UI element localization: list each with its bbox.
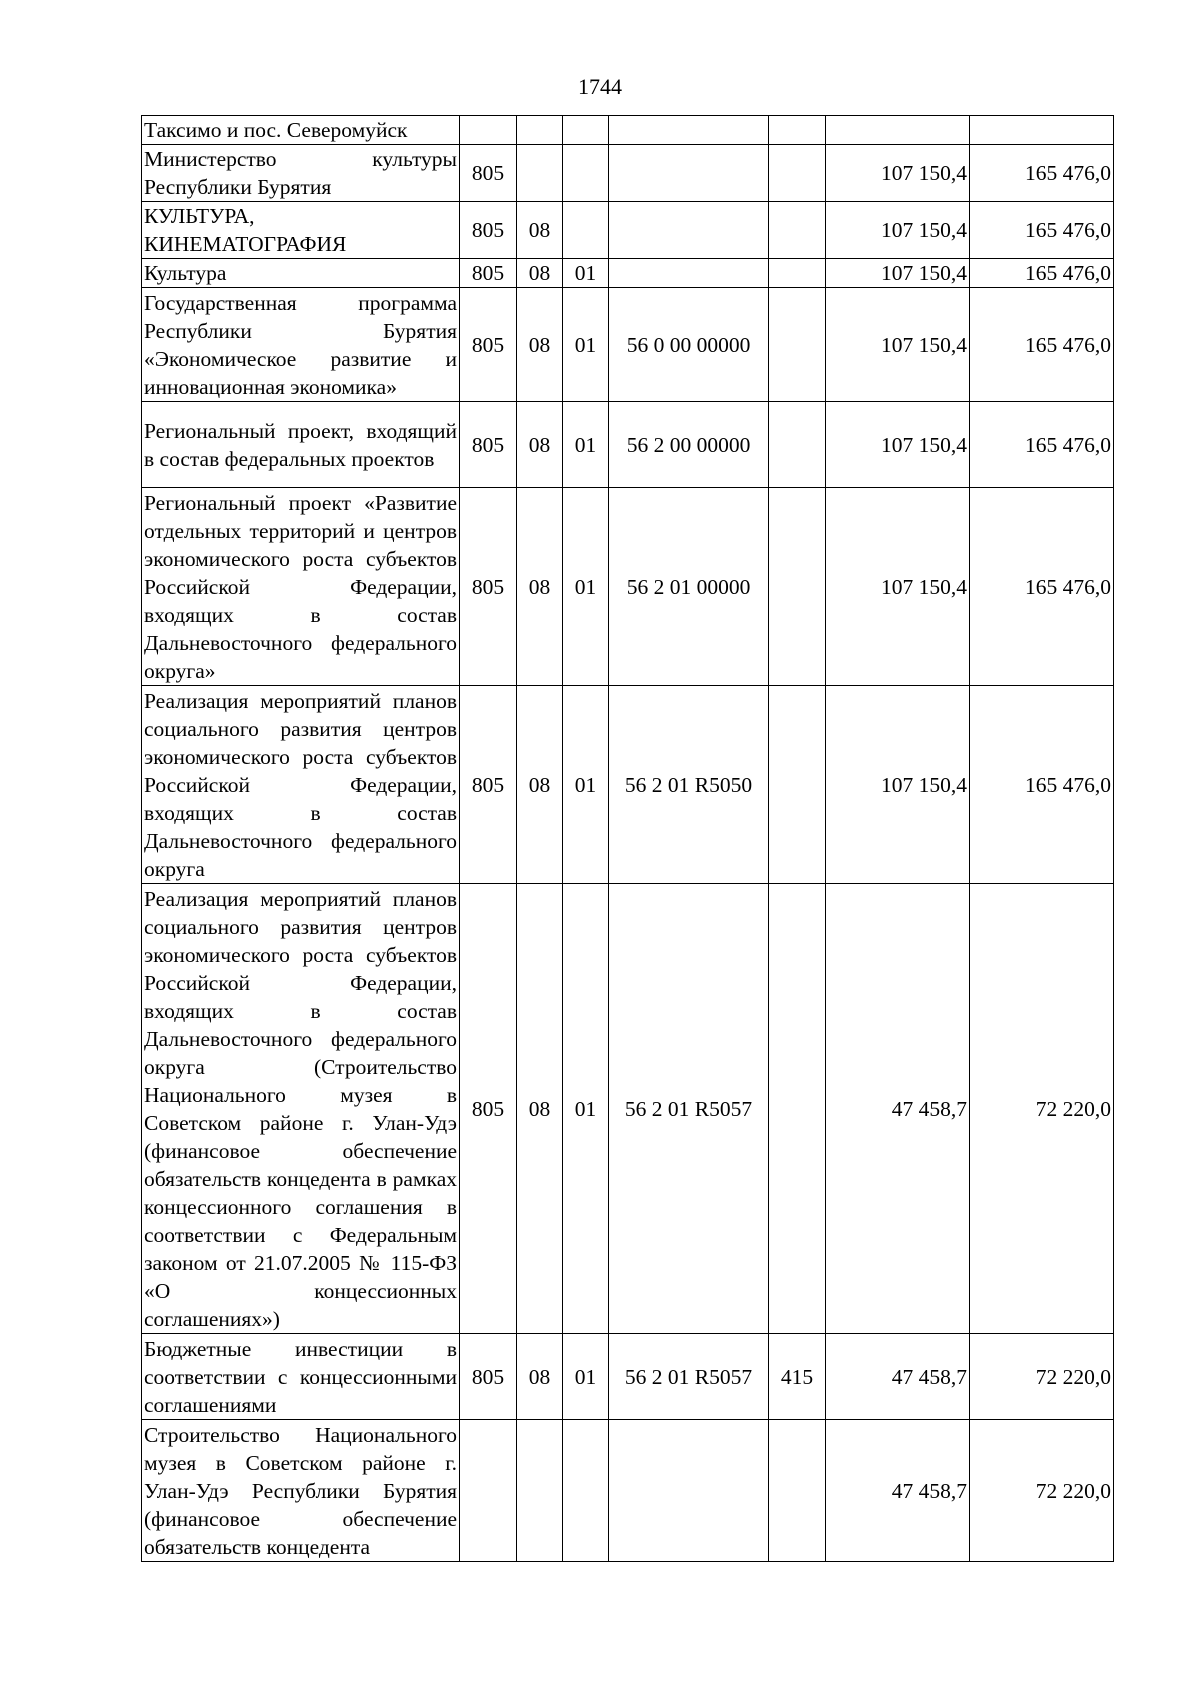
row-rz: 08 [517, 402, 563, 488]
row-csr: 56 2 00 00000 [609, 402, 769, 488]
row-vr [769, 145, 826, 202]
table-row [142, 402, 1114, 488]
row-name: Министерство культуры Республики Бурятия [142, 145, 460, 202]
row-vr [769, 202, 826, 259]
table-row [142, 202, 1114, 259]
row-name: Реализация мероприятий планов социального развития центров экономического роста субъектов Российской Федерации, входящих в состав Дальневосточного федерального округа [142, 686, 460, 884]
row-pr [563, 145, 609, 202]
row-csr [609, 1420, 769, 1562]
row-gr: 805 [460, 145, 517, 202]
row-sum1 [826, 116, 970, 145]
table-row [142, 116, 1114, 145]
row-gr: 805 [460, 202, 517, 259]
row-gr: 805 [460, 488, 517, 686]
row-name: Региональный проект, входящий в состав федеральных проектов [142, 402, 460, 488]
row-vr [769, 686, 826, 884]
row-sum2: 165 476,0 [970, 259, 1114, 288]
row-pr: 01 [563, 1334, 609, 1420]
table-row [142, 288, 1114, 402]
row-vr [769, 402, 826, 488]
row-gr: 805 [460, 1334, 517, 1420]
row-vr [769, 259, 826, 288]
row-sum1: 47 458,7 [826, 1334, 970, 1420]
row-sum1: 107 150,4 [826, 488, 970, 686]
row-rz: 08 [517, 259, 563, 288]
row-pr [563, 116, 609, 145]
row-pr: 01 [563, 402, 609, 488]
row-sum1: 107 150,4 [826, 288, 970, 402]
row-pr: 01 [563, 259, 609, 288]
row-gr: 805 [460, 402, 517, 488]
row-rz [517, 116, 563, 145]
row-pr: 01 [563, 686, 609, 884]
row-sum2: 165 476,0 [970, 686, 1114, 884]
row-sum2: 72 220,0 [970, 1420, 1114, 1562]
row-pr: 01 [563, 288, 609, 402]
row-vr [769, 116, 826, 145]
row-sum1: 107 150,4 [826, 202, 970, 259]
table-row [142, 884, 1114, 1334]
row-csr: 56 2 01 R5057 [609, 1334, 769, 1420]
row-gr [460, 116, 517, 145]
row-sum2: 72 220,0 [970, 884, 1114, 1334]
row-sum2: 165 476,0 [970, 202, 1114, 259]
table-body [142, 116, 1114, 1562]
row-rz: 08 [517, 488, 563, 686]
row-vr [769, 884, 826, 1334]
row-vr [769, 1420, 826, 1562]
table-row [142, 1420, 1114, 1562]
table-row [142, 145, 1114, 202]
row-csr: 56 2 01 R5057 [609, 884, 769, 1334]
row-gr: 805 [460, 259, 517, 288]
table-row [142, 488, 1114, 686]
row-sum2: 165 476,0 [970, 488, 1114, 686]
row-vr: 415 [769, 1334, 826, 1420]
row-sum2 [970, 116, 1114, 145]
row-name: Строительство Национального музея в Советском районе г. Улан-Удэ Республики Бурятия (финансовое обеспечение обязательств концедента [142, 1420, 460, 1562]
row-sum2: 165 476,0 [970, 402, 1114, 488]
row-name: Бюджетные инвестиции в соответствии с концессионными соглашениями [142, 1334, 460, 1420]
row-sum1: 107 150,4 [826, 259, 970, 288]
row-csr [609, 145, 769, 202]
table-row [142, 259, 1114, 288]
row-gr: 805 [460, 884, 517, 1334]
row-sum2: 165 476,0 [970, 145, 1114, 202]
row-rz [517, 1420, 563, 1562]
page-number: 1744 [578, 74, 622, 99]
row-sum1: 47 458,7 [826, 884, 970, 1334]
row-sum1: 107 150,4 [826, 686, 970, 884]
row-csr [609, 259, 769, 288]
row-rz [517, 145, 563, 202]
row-gr: 805 [460, 288, 517, 402]
row-rz: 08 [517, 202, 563, 259]
row-rz: 08 [517, 686, 563, 884]
row-name: Региональный проект «Развитие отдельных территорий и центров экономического роста субъектов Российской Федерации, входящих в состав Дальневосточного федерального округа» [142, 488, 460, 686]
row-vr [769, 288, 826, 402]
row-sum1: 47 458,7 [826, 1420, 970, 1562]
row-csr [609, 116, 769, 145]
row-sum1: 107 150,4 [826, 145, 970, 202]
row-name: Культура [142, 259, 460, 288]
row-sum1: 107 150,4 [826, 402, 970, 488]
row-csr: 56 2 01 R5050 [609, 686, 769, 884]
row-gr [460, 1420, 517, 1562]
table-row [142, 1334, 1114, 1420]
row-name: Таксимо и пос. Северомуйск [142, 116, 460, 145]
row-name: КУЛЬТУРА, КИНЕМАТОГРАФИЯ [142, 202, 460, 259]
row-rz: 08 [517, 288, 563, 402]
row-csr [609, 202, 769, 259]
row-csr: 56 0 00 00000 [609, 288, 769, 402]
row-pr [563, 202, 609, 259]
row-csr: 56 2 01 00000 [609, 488, 769, 686]
row-name: Государственная программа Республики Бурятия «Экономическое развитие и инновационная экономика» [142, 288, 460, 402]
table-row [142, 686, 1114, 884]
row-sum2: 72 220,0 [970, 1334, 1114, 1420]
row-rz: 08 [517, 884, 563, 1334]
row-sum2: 165 476,0 [970, 288, 1114, 402]
row-rz: 08 [517, 1334, 563, 1420]
row-pr: 01 [563, 488, 609, 686]
row-name: Реализация мероприятий планов социального развития центров экономического роста субъектов Российской Федерации, входящих в состав Дальневосточного федерального округа (Строительство Национального музея в Советском районе г. Улан-Удэ (финансовое обеспечение обязательств концедента в рамках концессионного соглашения в соответствии с Федеральным законом от 21.07.2005 № 115-ФЗ «О концессионных соглашениях») [142, 884, 460, 1334]
row-pr: 01 [563, 884, 609, 1334]
row-gr: 805 [460, 686, 517, 884]
budget-table [141, 115, 1114, 1562]
row-pr [563, 1420, 609, 1562]
row-vr [769, 488, 826, 686]
